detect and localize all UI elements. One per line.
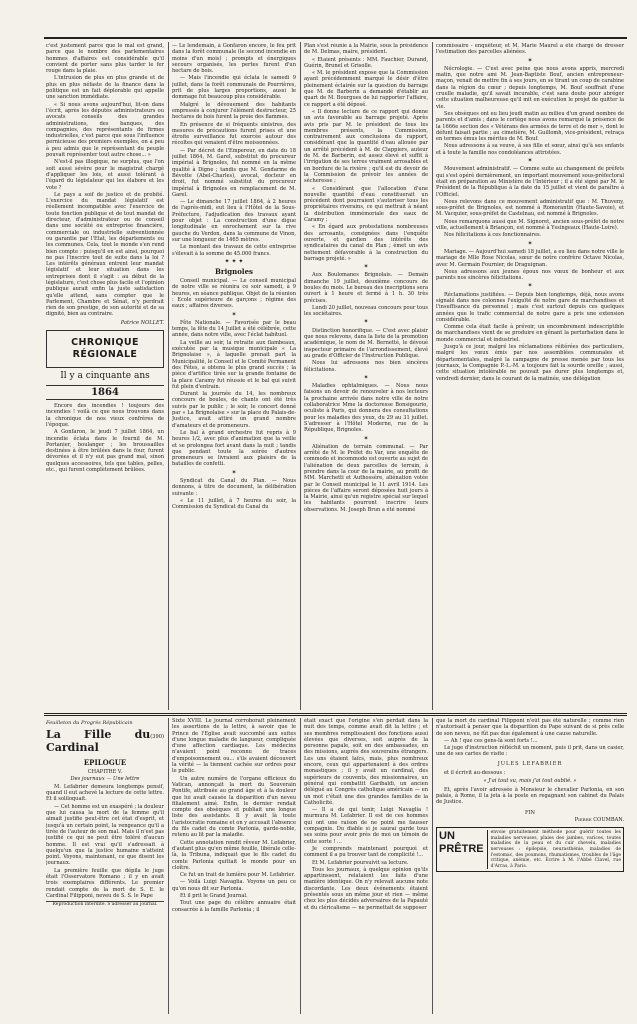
paragraph: Nous lui adressons nos bien sincères félicitations.	[304, 360, 428, 373]
paragraph: N'est-il pas illogique, ne surplus, que l'on soit aussi sévère pour le magistrat chargé d'appliquer les lois, et aussi tolérant à l'égard du législateur qui les élabore et les vote ?	[46, 159, 164, 191]
paragraph: Syndicat du Canal du Plan. — Nous donnons, à titre de document, la délibération suivante :	[172, 478, 296, 497]
paragraph: Un autre numéro de l'organe officieux du Vatican, annonçait la mort du Souverain Pontife, attribuée au grand âge et à la douleur que lui avait causée la disparition d'un neveu filialement aimé. Enfin, le dernier rendait compte des obsèques et publiait une longue liste des assistants. Il y avait là toute l'aristocratie romaine et on y accusait l'absence du fils cadet du comte Parlonia, garde-noble, retenu au lit par la maladie.	[172, 775, 296, 839]
calling-card-message: « J'ai tout su, mais j'ai tout oublié. »	[483, 778, 577, 785]
paragraph: Sixte XVIII. Le journal corroborait pleinement les assertions de la lettre, à savoir que le Prince de l'Eglise avait succombé aux suites d'une longue maladie de langueur, compliquée d'une affection cardiaque. Les médecins n'avaient point reconnu de traces d'empoisonnement ou... s'ils avaient découvert la vérité — la tiennent cachée sur ordres pour le public.	[172, 718, 296, 775]
column-divider	[168, 718, 169, 1014]
paragraph: Le montant des travaux de cette entreprise s'élevait à la somme de 45.000 francs.	[172, 244, 296, 257]
feuilleton-column-4	[436, 718, 624, 1014]
paragraph: Malgré le dévouement des habitants empressés à conjurer l'élément destructeur, 25 hectares de bois furent la proie des flammes.	[172, 101, 296, 121]
paragraph: c'est justement parce que le mal est grand, parce que le nombre des parlementaires hommes d'affaires est considérable qu'il convient de porter sans plus tarder le fer rouge dans la plaie.	[46, 43, 164, 75]
paragraph: Maladies ophtalmiques. — Nous nous faisons un devoir de renouveler à nos lecteurs la prochaine arrivée dans notre ville de notre collaboratrice Mme la doctoresse Bonsigourio, oculiste à Paris, qui donnera des consultations pour les maladies des yeux, du 29 au 31 juillet. S'adresser à l'Hôtel Moderne, rue de la République, Brignoles.	[304, 383, 428, 434]
paragraph: Et, après l'avoir adressée à Monsieur le chevalier Parlonia, en son palais, à Rome, il la jeta à la poste en regagnant son cabinet du Palais de Justice.	[436, 786, 624, 806]
paragraph: Et il prit le Grand Journal.	[180, 893, 248, 900]
chronique-title: CHRONIQUE RÉGIONALE	[71, 337, 139, 361]
paragraph: Nécrologie. — C'est avec peine que nous avons appris, mercredi matin, que notre ami M. Jean-Baptiste Bouf, ancien entrepreneur-maçon, venait de mettre fin à ses jours, en se tirant un coup de carabine dans la région du cœur ; depuis longtemps, M. Bouf souffrait d'une cruelle maladie, qu'il savait incurable, c'est sans doute pour abréger cette situation malheureuse qu'il mit en exécution le projet de quitter la vie.	[436, 65, 624, 110]
section-title-brignoles: Brignoles	[215, 267, 253, 277]
column-divider	[432, 718, 433, 1014]
feuilleton-column-2	[172, 718, 296, 1014]
decorative-separator: ✦ ✦ ✦	[224, 257, 244, 265]
paragraph: Comme cela était facile à prévoir, un encombrement indescriptible de marchandises vient de se produire en gênant la perturbation dans le monde commercial et industriel.	[436, 324, 624, 343]
paragraph: et il écrivit au-dessous :	[444, 770, 506, 777]
feuilleton-author: Pierre COUMBAN.	[574, 816, 624, 823]
paragraph: Conseil municipal. — Le conseil municipal de notre ville se réunira ce soir samedi, à 9 heures, en séance publique. Objet de la réunion : Ecole supérieure de garçons ; régime des eaux ; affaires diverses.	[172, 278, 296, 310]
feuilleton-header	[46, 728, 164, 754]
advertisement	[436, 827, 624, 872]
paragraph: Distinction honorifique. — C'est avec plaisir que nous relevons, dans la liste de la promotion académique, le nom de M. Bernetté, le dévoué inspecteur primaire de l'arrondissement, élevé au grade d'Officier de l'Instruction Publique.	[304, 327, 428, 359]
paragraph: Cette annotation rendit rêveur M. Lefabrier, d'autant plus qu'en même feuille, libérale celle-là, la Tribuna, indiquait que le fils cadet du comte Parlonia quittait le monde pour un cloître.	[172, 839, 296, 871]
epilogue-heading: EPILOGUE	[83, 758, 127, 768]
paragraph: que la mort du cardinal Filipponi n'eût pas été naturelle ; comme rien n'autorisait à penser que la disparition du Pape suivant de si près celle de son neveu, ne fût pas due également à une cause naturelle.	[436, 718, 624, 737]
column-2	[172, 43, 296, 709]
feuilleton-number: (390)	[150, 734, 164, 741]
paragraph: — Ah ! que ces gens-là sont forts !...	[444, 737, 538, 744]
decorative-separator: ✶	[363, 434, 369, 442]
paragraph: commissaire - enquêteur, et M. Marie Maurel a été chargé de dresser l'estimation des parcelles aliénées.	[436, 43, 624, 56]
column-divider	[300, 718, 301, 1014]
paragraph: Fête Nationale. — Favorisée par le beau temps, la fête du 14 Juillet a été célébrée, cette année, dans notre ville, avec l'éclat habituel.	[172, 319, 296, 339]
paragraph: était exact que l'origine s'en perdait dans la nuit des temps, comme avait dit la lettre ; et ses membres remplissaient des fonctions aussi élevées que diverses, soit auprès de la personne papale, soit en des ambassades, en des missions, auprès des souverains étrangers. Les uns étaient laïcs, mais, plus nombreux encore, ceux qui appartenaient à des ordres monastiques ; il y avait un cardinal, des supérieurs de couvents, des missionnaires, un général qui combattit Garibaldi, un ancien délégué au Congrès catholique américain — en un mot c'était une des grandes familles de la Catholicité.	[304, 718, 428, 806]
paragraph: « M. le président expose que la Commission ayant précédemment marqué le désir d'être pleinement éclairée sur la question du barrage que M. de Barberin a demandé d'établir au quart de M. Bourgues de lui rapporter l'affaire, ce rapport a été déposé.	[304, 70, 428, 108]
paragraph: A Gonfaron, le jeudi 7 juillet 1864, un incendie éclata dans le fournil de M. Portanier, boulanger ; les broussailles destinées à être brûlées dans le four, furent dévorées et il n'y eut pas grand mal, sinon quelques accessoires, tels que tables, pelles, etc., qui furent complètement brûlées.	[46, 429, 164, 474]
paragraph: — Par décret de l'Empereur, en date du 18 juillet 1864, M. Garel, substitut du procureur impérial à Brignoles, fut nommé en la même qualité à Digne ; tandis que M. Gendarme de Bévotte (Abel-Charles), avocat, docteur en droit, fut nommé substitut du procureur impérial à Brignoles en remplacement de M. Garel.	[172, 147, 296, 198]
column-3	[304, 43, 428, 709]
paragraph: Et M. Lefabrier poursuivit sa lecture.	[312, 859, 409, 866]
paragraph: Mouvement administratif. — Comme suite au changement de préfets qui s'est opéré dernièrement, un important mouvement sous-préfectoral était en préparation au Ministère de l'Intérieur ; il a été signé par M. le Président de la République à la date du 15 juillet et vient de paraître à l'Officiel.	[436, 166, 624, 198]
paragraph: En présence de si fréquents sinistres, des mesures de précautions furent prises et une étroite surveillance fut exercée autour des récoltes qui venaient d'être moissonnées.	[172, 121, 296, 147]
reproduction-note: Reproduction interdite. S'adresser au journal.	[46, 901, 164, 908]
feuilleton-label: Feuilleton du Progrès Républicain	[46, 720, 133, 726]
paragraph: Nous relevons dans ce mouvement administratif que : M. Thuveny, sous-préfet de Brignoles, est nommé à Romorantin (Haute-Savoie), et M. Vacquier, sous-préfet de Castelnau, est nommé à Brignoles.	[436, 198, 624, 218]
paragraph: — Le dimanche 17 juillet 1864, à 2 heures de l'après-midi, eut lieu à l'Hôtel de la Sous-Préfecture, l'adjudication des travaux ayant pour objet : La construction d'une digue longitudinale en enrochement sur la rive gauche du Verdon, dans la commune de Vinon, sur une longueur de 1465 mètres.	[172, 199, 296, 243]
paragraph: Aliénation de terrain communal. — Par arrêté de M. le Préfet du Var, une enquête de commodo et incommodo est ouverte au sujet de l'aliénation de deux parcelles de terrain, à prendre dans la cour de la mairie, au profit de MM. Marchetti et Authossère, aliénation votée par le Conseil municipal le 11 avril 1914. Les pièces de l'affaire seront déposées huit jours à la Mairie, ainsi qu'un registre spécial sur lequel les habitants pourront inscrire leurs observations. M. Joseph Brun a été nommé	[304, 443, 428, 513]
paragraph: Nos félicitations à ces fonctionnaires.	[444, 232, 542, 239]
paragraph: Lundi 20 juillet, nouveau concours pour tous les sociétaires.	[304, 304, 428, 318]
paragraph: Ce fut un trait de lumière pour M. Lefabrier.	[180, 872, 295, 879]
paragraph: — Mais l'incendie qui éclata le samedi 9 juillet, dans la forêt communale de Pourrières, prit de plus larges proportions, aussi le dommage fut beaucoup plus considérable.	[172, 75, 296, 101]
paragraph: La première feuille que dépila le juge était l'Osservatore Romano ; il y en avait trois exemplaires différents. Le premier rendait compte de la mort de S. E. le Cardinal Filipponi, neveu de S. S. le Pape	[46, 867, 164, 899]
paragraph: — Voilà Luigi Navaglia. Voyons un peu ce qu'on nous dit sur Parlonia.	[172, 879, 296, 892]
paragraph: Le pays a soif de justice et de probité. L'exercice du mandat législatif est réellement incompatible avec l'exercice de toute fonction publique et de tout mandat de directeur, d'administrateur ou de conseil dans une société ou entreprise financière, commerciale ou industrielle subventionnée ou garantie par l'Etat, les départements ou les communes. Cela, tout le monde s'en rend bien compte : puisqu'il en est ainsi, pourquoi ne pas l'inscrire tout de suite dans la loi ? Les intérêts généraux entrent leur mandat législatif et leur situation dans les entreprises dont il s'agit : au début de la législature, c'est chose plus facile et l'opinion publique aurait enfin la juste satisfaction qu'elle attend, sans compter que le Parlement, Chambre et Sénat, n'y perdrait rien de son prestige, de son autorité et de sa dignité, bien au contraire.	[46, 191, 164, 318]
paragraph: Tout une page du célèbre annuaire était consacrée à la famille Parlonia ; il	[172, 900, 296, 913]
paragraph: Le bal à grand orchestre fut repris à 9 heures 1/2, avec plus d'animation que la veille et se prolongea fort avant dans la nuit ; tandis que pendant toute la soirée d'autres promeneurs se livraient aux plaisirs de la batailles de confetti.	[172, 429, 296, 468]
feuilleton-column-1	[46, 718, 164, 1014]
paragraph: Tous les journaux, à quelque opinion qu'ils appartinssent, relataient les faits d'une manière identique. On n'y relevait aucune note discordante. Les deux événements étaient présentés sous un même jour et rien — même chez les plus décidés adversaires de la Papauté et du cléricalisme — ne permettait de supposer	[304, 866, 428, 911]
paragraph: « Etaient présents : MM. Fauchier, Durand, Guérin, Brunel et Grisolle.	[304, 56, 428, 69]
author-signature: Patrice NOLLET.	[120, 319, 164, 326]
chapter-title: Des journaux — Une lettre	[70, 775, 140, 782]
column-divider	[432, 42, 433, 710]
paragraph: — Il a de qui tenir, Luigi Navaglia ! murmura M. Lefabrier. Il est de ces hommes qui ont une raison de ne point me fausser compagnie. Du diable si je saurai garde tous ses soins pour avoir près de moi un témoin de cette sorte ! ...	[304, 807, 428, 845]
ad-text: envoie gratuitement méthode pour guérir toutes les maladies nerveuses, plaies des jambes, varices, toutes maladies de la peau et du cuir chevelu, maladies nerveuses : épilepsie, neurasthénie, maladies de l'estomac, des poumons, rhumatismes, troubles de l'âge critique, anémie, etc. Ecrire à M. l'Abbé Clavel, rue d'Arras, à Paris.	[490, 830, 621, 869]
ad-logo: UN PRÊTRE	[439, 830, 488, 869]
feuilleton-column-3	[304, 718, 428, 1014]
chronique-header	[46, 330, 164, 368]
feuilleton-title: La Fille du Cardinal	[46, 728, 151, 755]
year-heading: 1864	[46, 385, 164, 400]
subtitle: Il y a cinquante ans	[60, 371, 150, 382]
paragraph: Ses obsèques ont eu lieu jeudi matin au milieu d'un grand nombre de parents et d'amis ; dans le cortège nous avons remarqué la présence de la 1666e section des « Vétérans des armées de terre et de mer », dont le défunt faisait partie ; au cimetière, M. Guillomh, vice-président, retraça en termes émus les mérites de M. Bouf.	[436, 110, 624, 143]
paragraph: Je comprends maintenant pourquoi et comment il a pu trouver tant de complicité !...	[304, 845, 428, 859]
paragraph: — Le lendemain, à Gonfaron encore, le feu prit dans la forêt communale (le second incendie en moins d'un mois) ; prompts et énergiques secours organisés, les pertes furent d'un hectare de bois.	[172, 43, 296, 75]
decorative-separator: ✶	[527, 282, 533, 290]
decorative-separator: ✶	[231, 468, 237, 476]
chapter-heading: CHAPITRE V.	[87, 769, 123, 776]
paragraph: Encore des incendies ! toujours des incendies ! voilà ce que nous trouvons dans la chronique de nos vieux confrères de l'époque.	[46, 403, 164, 428]
decorative-separator: ✶	[231, 310, 237, 318]
paragraph: Plan s'est réunie à la Mairie, sous la présidence de M. Delmas, maire, président.	[304, 43, 428, 56]
paragraph: Nous remarquons aussi que M. Signoret, ancien sous-préfet de notre ville, actuellement à Briançon, est nommé à Yssingeaux (Haute-Loire).	[436, 218, 624, 232]
paragraph: Jusqu'à ce jour, malgré les réclamations réitérées des particuliers, malgré les vœux émis par nos assemblées communales et départementales, malgré la campagne de presse menée par tous les journaux, la Compagnie P.-L.-M. a toujours fait la sourde oreille ; aussi, cette situation intolérable ne pouvait pas durer plus longtemps et, vendredi dernier, dans le courant de la matinée, une délégation	[436, 344, 624, 382]
paragraph: « Il donne lecture de ce rapport qui donne un avis favorable au barrage projeté. Après avis pris par M. le président de tous les membres présents, la Commission, contrairement aux conclusions du rapport, considérant que la quantité d'eau allouée par un arrêté précédent à M. de Clappiers, auteur de M. de Barberin, est assez élevé et suffit à l'irrigation de ses terres vraiment arrosables et en bordure de la rivière ; qu'il est du devoir de la Commission de prévoir les années de sécheresse ;	[304, 108, 428, 185]
paragraph: Aux Boulomanes Brignolais. — Demain dimanche 19 juillet, deuxième concours de boules du mois. Le bureau des inscriptions sera ouvert à 1 heure et fermé à 1 h. 30 très précises.	[304, 272, 428, 304]
top-rule	[44, 37, 627, 39]
paragraph: Réclamations justifiées. — Depuis bien longtemps, déjà, nous avons signalé dans nos colonnes l'exiguïté de notre gare de marchandises et l'insuffisance du personnel ; mais c'est surtout depuis ces quelques années que le trafic commercial de notre gare a pris une extension considérable.	[436, 291, 624, 323]
decorative-separator: ✶	[527, 157, 533, 165]
paragraph: « Si nous avons aujourd'hui, lit-on dans l'écrit, après les députés administrateurs ou avocats conseils des grandes administrations, des banques, des compagnies, des représentants de firmes industrielles, c'est parce que sous l'influence pernicieuse des premiers exemples, on a peu à peu admis que le représentant du peuple pouvait représenter tout autre chose... »	[46, 101, 164, 159]
fin-label: FIN	[524, 809, 535, 816]
decorative-separator: ✶	[363, 373, 369, 381]
decorative-separator: ✶	[527, 239, 533, 247]
decorative-separator: ✶	[527, 56, 533, 64]
feuilleton-rule	[44, 713, 627, 716]
column-divider	[300, 42, 301, 710]
decorative-separator: ✶	[363, 263, 369, 271]
paragraph: — Cet homme est un exaspéré ; la douleur que lui causa la mort de la femme qu'il aimait justifie peut-être cet état d'esprit, et jusqu'à un certain point, la vengeance qu'il a tirée de l'auteur de son mal. Mais il n'est pas justifié ce qui ne peut être toléré d'aucun homme. Il est vrai qu'il s'adressait à quelqu'un que la justice humaine n'atteint point. Voyons, maintenant, ce que disent les journaux.	[46, 803, 164, 867]
paragraph: M. Lefabrier demeura longtemps pensif, quand il eut achevé la lecture de cette lettre. Et il soliloquait.	[46, 783, 164, 803]
paragraph: Nous adressons aux jeunes époux nos vœux de bonheur et aux parents nos sincères félicitations.	[436, 268, 624, 282]
column-divider	[168, 42, 169, 710]
paragraph: Nous adressons à sa veuve, à ses fille et sœur, ainsi qu'à ses enfants et à toute la famille nos condoléances attristées.	[436, 143, 624, 156]
paragraph: Durant la journée du 14, les nombreux concours de boules, de chants ont été très suivis par le public ; le soir, le concert donné par « La Brignolaise » sur la place du Palais-de-Justice, avait attiré un grand nombre d'amateurs et de promeneurs.	[172, 391, 296, 429]
paragraph: « Considérant que l'allocation d'une nouvelle quantité d'eau constituerait un précédent dont pourraient s'autoriser tous les propriétaires riverains, ce qui mettrait à néant la distribution immémoriale des eaux de Caramy ;	[304, 185, 428, 224]
column-1	[46, 43, 164, 709]
calling-card-name: JULES LEFABRIER	[497, 760, 563, 767]
paragraph: Mariage. — Aujourd'hui samedi 18 juillet, a eu lieu dans notre ville le mariage de Mlle Rose Nicolas, sœur de notre confrère Octave Nicolas, avec M. Germain Fournier, de Draguignan.	[436, 248, 624, 268]
column-4	[436, 43, 624, 709]
paragraph: L'intrusion de plus en plus grande et de plus en plus néfaste de la finance dans la politique est un fait déplorable qui appelle une sanction immédiate.	[46, 75, 164, 101]
paragraph: « Le 11 juillet, à 7 heures du soir, la Commission du Syndicat du Canal du	[172, 497, 296, 511]
decorative-separator: ✶	[363, 318, 369, 326]
paragraph: Le juge d'instruction réfléchit un moment, puis il prit, dans un casier, une de ses cartes de visite :	[436, 745, 624, 758]
paragraph: La veille au soir, la retraite aux flambeaux, exécutée par la musique municipale « La Brignolaise », à laquelle prenait part la Municipalité, le Conseil et le Comité Permanent des Fêtes, a obtenu le plus grand succès ; la pièce d'artifice tirée sur la grande fontaine de la place Caramy fut réussie et le bal qui suivit fut plein d'entrain.	[172, 339, 296, 390]
paragraph: « En égard aux protestations nombreuses des arrosants, consignées dans l'enquête ouverte, et gardien des intérêts des syndicataires du canal du Plan ; émet un avis nettement défavorable à la construction du barrage projeté. »	[304, 224, 428, 262]
